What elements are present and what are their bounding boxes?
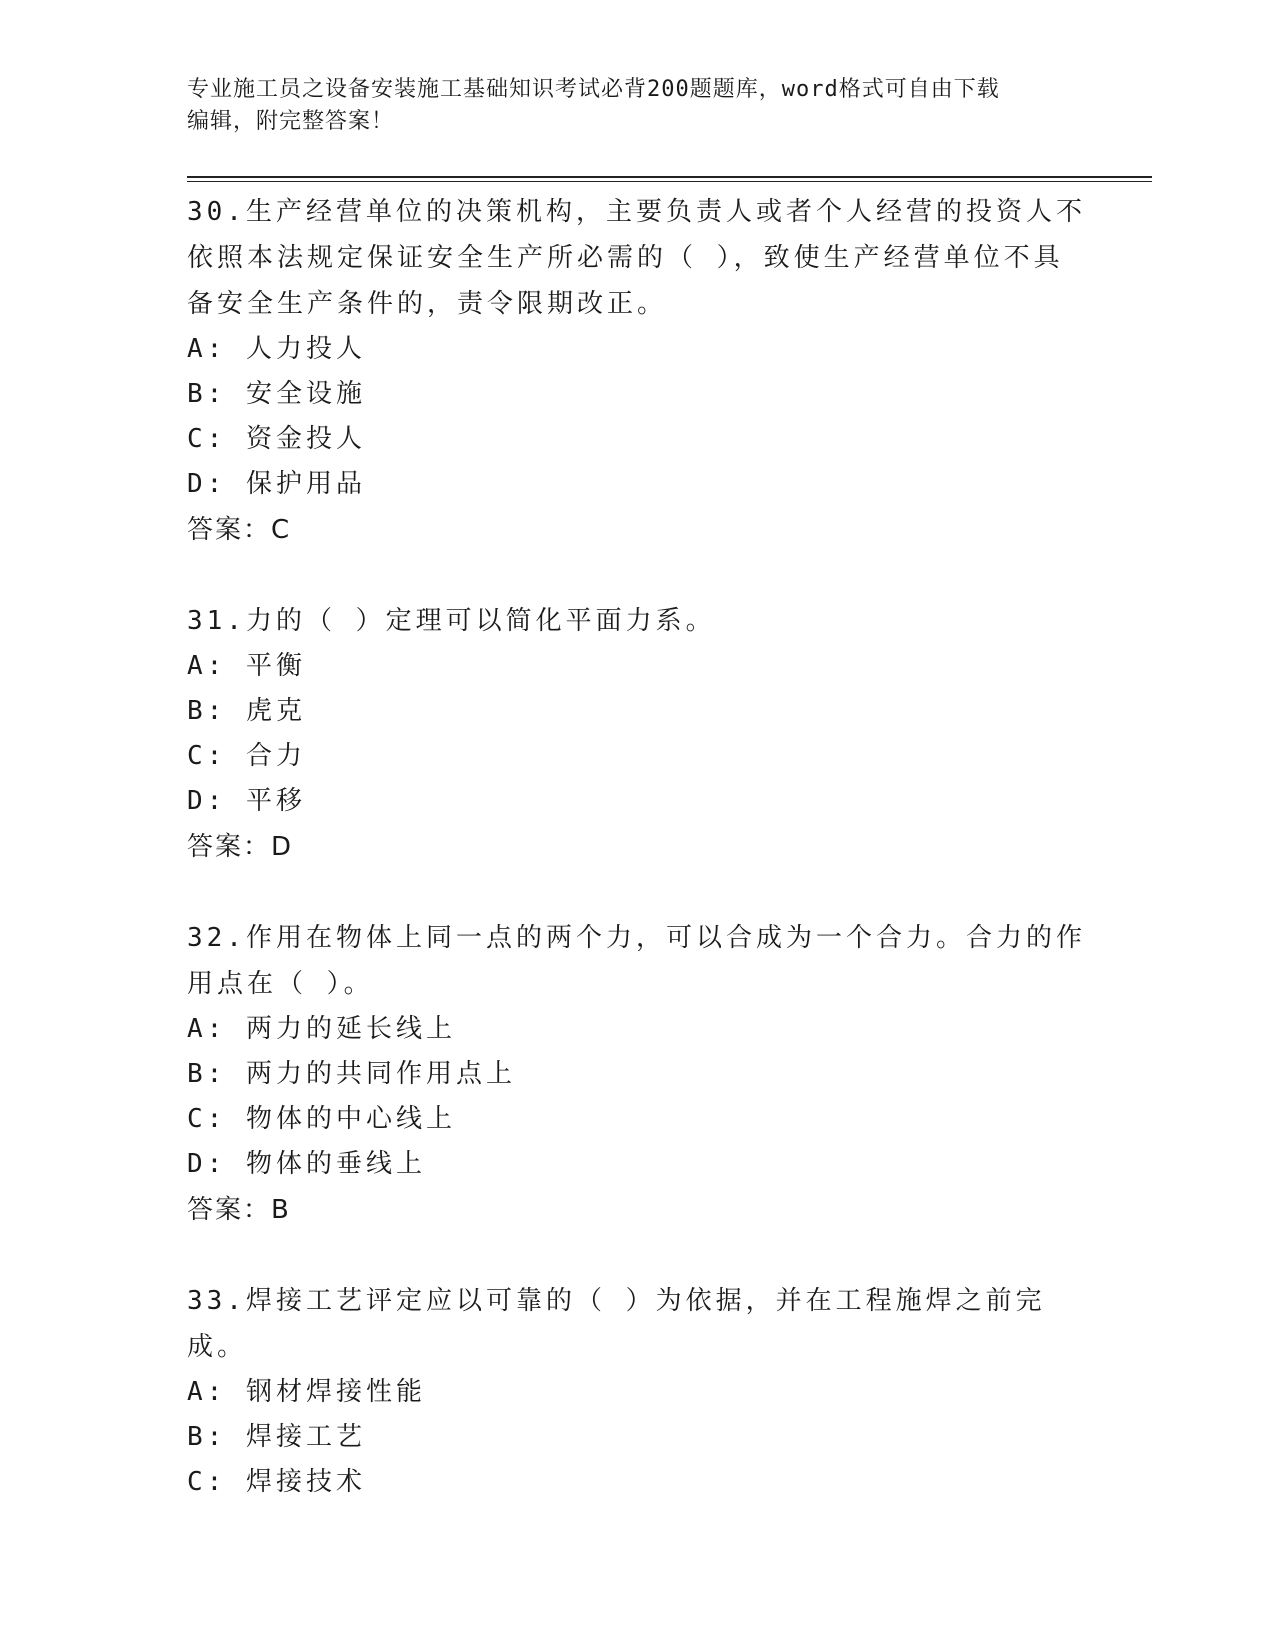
- question-text: 焊接工艺评定应以可靠的（ ）为依据，并在工程施焊之前完成。: [187, 1286, 1046, 1362]
- option-text: 物体的中心线上: [245, 1104, 456, 1134]
- answer-line: 答案：C: [187, 515, 292, 545]
- question-31: [187, 598, 1087, 870]
- option-text: 合力: [245, 741, 306, 771]
- question-number: 31.: [187, 606, 246, 636]
- option-a: [187, 327, 1087, 372]
- option-c: [187, 1460, 1087, 1505]
- question-stem: [187, 598, 1087, 644]
- option-text: 平移: [245, 786, 306, 816]
- option-d: [187, 779, 1087, 824]
- option-label: B:: [187, 379, 227, 409]
- question-text: 生产经营单位的决策机构，主要负责人或者个人经营的投资人不依照本法规定保证安全生产所必需的（ ），致使生产经营单位不具备安全生产条件的，责令限期改正。: [187, 197, 1086, 319]
- option-label: C:: [187, 1467, 227, 1497]
- question-32: [187, 915, 1087, 1233]
- option-label: C:: [187, 424, 227, 454]
- option-label: B:: [187, 1422, 227, 1452]
- option-text: 钢材焊接性能: [245, 1377, 426, 1407]
- option-a: [187, 1007, 1087, 1052]
- question-stem: [187, 1278, 1087, 1370]
- option-text: 虎克: [245, 696, 306, 726]
- option-label: C:: [187, 741, 227, 771]
- question-stem: [187, 189, 1087, 327]
- option-text: 安全设施: [245, 379, 366, 409]
- document-header: [187, 74, 1067, 138]
- option-c: [187, 734, 1087, 779]
- option-b: [187, 372, 1087, 417]
- option-a: [187, 1370, 1087, 1415]
- option-b: [187, 1052, 1087, 1097]
- option-text: 资金投人: [245, 424, 366, 454]
- question-number: 32.: [187, 923, 246, 953]
- option-text: 物体的垂线上: [245, 1149, 426, 1179]
- option-text: 焊接工艺: [245, 1422, 366, 1452]
- option-c: [187, 1097, 1087, 1142]
- option-text: 两力的延长线上: [245, 1014, 456, 1044]
- option-text: 焊接技术: [245, 1467, 366, 1497]
- question-list: [187, 189, 1087, 1550]
- option-label: C:: [187, 1104, 227, 1134]
- option-label: B:: [187, 1059, 227, 1089]
- header-line-2: 编辑，附完整答案！: [187, 109, 395, 134]
- header-line-1: 专业施工员之设备安装施工基础知识考试必背200题题库，word格式可自由下载: [187, 77, 1000, 102]
- question-stem: [187, 915, 1087, 1007]
- option-text: 两力的共同作用点上: [245, 1059, 516, 1089]
- option-label: A:: [187, 1014, 227, 1044]
- option-b: [187, 1415, 1087, 1460]
- question-30: [187, 189, 1087, 553]
- option-label: D:: [187, 469, 227, 499]
- answer-line: 答案：B: [187, 1195, 291, 1225]
- option-label: A:: [187, 651, 227, 681]
- question-number: 30.: [187, 197, 246, 227]
- question-text: 力的（ ）定理可以简化平面力系。: [245, 606, 716, 636]
- question-33: [187, 1278, 1087, 1505]
- option-label: D:: [187, 1149, 227, 1179]
- option-d: [187, 1142, 1087, 1187]
- question-text: 作用在物体上同一点的两个力，可以合成为一个合力。合力的作用点在（ ）。: [187, 923, 1086, 999]
- option-b: [187, 689, 1087, 734]
- question-number: 33.: [187, 1286, 246, 1316]
- header-divider-thick: [187, 176, 1152, 178]
- header-divider-thin: [187, 181, 1152, 182]
- option-label: B:: [187, 696, 227, 726]
- option-c: [187, 417, 1087, 462]
- option-a: [187, 644, 1087, 689]
- option-label: A:: [187, 334, 227, 364]
- option-text: 保护用品: [245, 469, 366, 499]
- answer-line: 答案：D: [187, 832, 294, 862]
- option-d: [187, 462, 1087, 507]
- option-label: A:: [187, 1377, 227, 1407]
- option-text: 人力投人: [245, 334, 366, 364]
- option-label: D:: [187, 786, 227, 816]
- option-text: 平衡: [245, 651, 306, 681]
